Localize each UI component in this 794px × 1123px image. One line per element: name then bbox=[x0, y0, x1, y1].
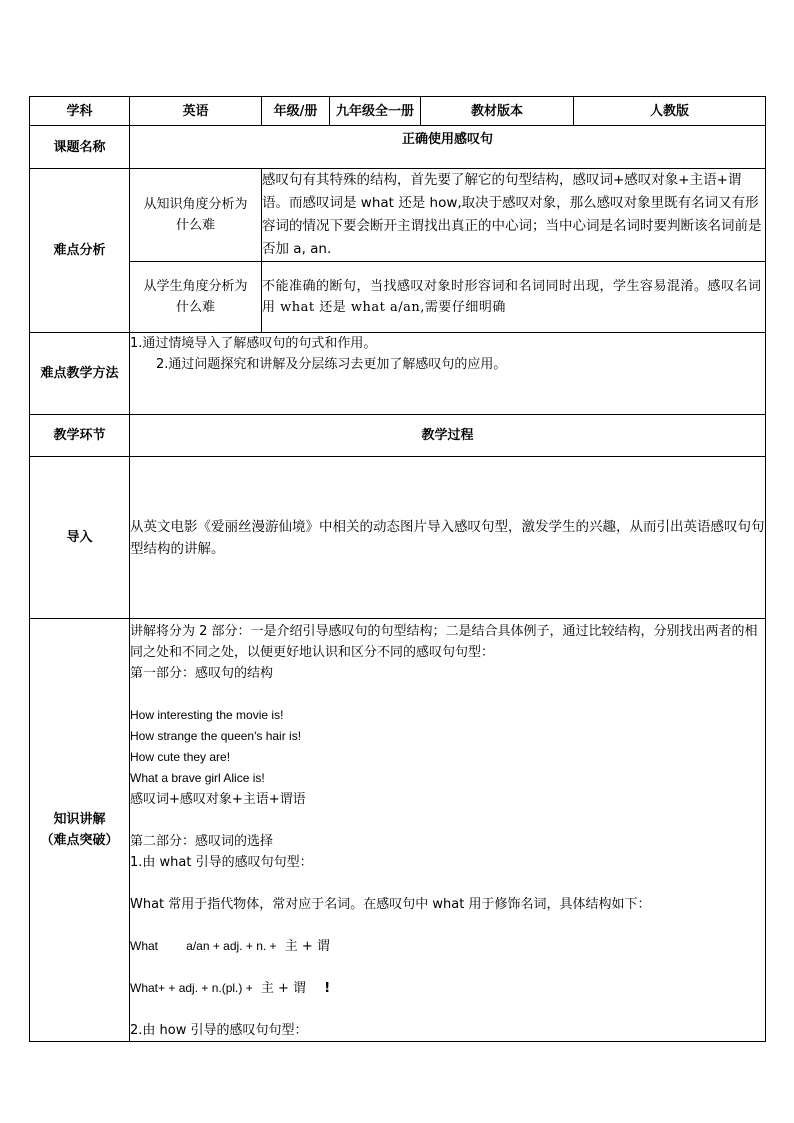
what-formula-2-b: 主 + 谓 bbox=[260, 981, 307, 996]
what-formula-2-a: What+ + adj. + n.(pl.) + bbox=[130, 981, 253, 995]
stage-label: 教学环节 bbox=[30, 415, 130, 457]
how-title: 2.由 how 引导的感叹句句型： bbox=[130, 1023, 308, 1038]
student-angle-text: 不能准确的断句，当找感叹对象时形容词和名词同时出现，学生容易混淆。感叹名词用 what 还是 what a/an,需要仔细明确 bbox=[262, 262, 766, 333]
intro-label: 导入 bbox=[30, 457, 130, 619]
process-header-row bbox=[30, 415, 766, 457]
process-label: 教学过程 bbox=[130, 415, 766, 457]
edition-value: 人教版 bbox=[574, 97, 766, 126]
what-formula-1 bbox=[130, 936, 765, 957]
knowledge-angle-label-line2: 什么难 bbox=[175, 218, 215, 233]
example-3: How cute they are! bbox=[130, 750, 231, 764]
intro-text: 从英文电影《爱丽丝漫游仙境》中相关的动态图片导入感叹句型，激发学生的兴趣，从而引出英语感叹句句型结构的讲解。 bbox=[130, 457, 766, 619]
difficulty-student-row bbox=[30, 262, 766, 333]
subject-label: 学科 bbox=[30, 97, 130, 126]
what-description: What 常用于指代物体，常对应于名词。在感叹句中 what 用于修饰名词，具体结构如下： bbox=[130, 897, 651, 912]
topic-row bbox=[30, 126, 766, 169]
method-line-2: 2.通过问题探究和讲解及分层练习去更加了解感叹句的应用。 bbox=[156, 357, 507, 372]
grade-label: 年级/册 bbox=[262, 97, 330, 126]
topic-label: 课题名称 bbox=[30, 126, 130, 169]
method-row bbox=[30, 333, 766, 415]
topic-value: 正确使用感叹句 bbox=[130, 126, 766, 169]
example-4: What a brave girl Alice is! bbox=[130, 771, 265, 785]
lesson-plan-table bbox=[29, 96, 766, 1042]
what-formula-2 bbox=[130, 978, 765, 999]
grade-value: 九年级全一册 bbox=[330, 97, 421, 126]
method-label: 难点教学方法 bbox=[30, 333, 130, 415]
subject-value: 英语 bbox=[130, 97, 262, 126]
lecture-label-line2: （难点突破） bbox=[40, 833, 119, 848]
part1-title: 第一部分：感叹句的结构 bbox=[130, 666, 274, 681]
what-formula-1-b: a/an + adj. + n. + bbox=[186, 939, 277, 953]
example-1: How interesting the movie is! bbox=[130, 708, 284, 722]
part2-title: 第二部分：感叹词的选择 bbox=[130, 834, 274, 849]
what-formula-2-c: ! bbox=[324, 981, 331, 996]
lecture-label-line1: 知识讲解 bbox=[53, 812, 106, 827]
intro-row bbox=[30, 457, 766, 619]
knowledge-angle-label-line1: 从知识角度分析为 bbox=[143, 197, 248, 212]
method-line-1: 1.通过情境导入了解感叹句的句式和作用。 bbox=[130, 336, 377, 351]
lecture-intro: 讲解将分为 2 部分：一是介绍引导感叹句的句型结构；二是结合具体例子，通过比较结构，分别找出两者的相同之处和不同之处，以便更好地认识和区分不同的感叹句句型： bbox=[130, 624, 758, 660]
student-angle-label-line1: 从学生角度分析为 bbox=[143, 279, 248, 294]
lecture-label bbox=[30, 619, 130, 1042]
student-angle-label bbox=[130, 262, 262, 333]
knowledge-angle-label bbox=[130, 169, 262, 262]
lecture-content bbox=[130, 619, 766, 1042]
knowledge-angle-text: 感叹句有其特殊的结构，首先要了解它的句型结构，感叹词+感叹对象+主语+谓语。而感叹词是 what 还是 how,取决于感叹对象，那么感叹对象里既有名词又有形容词的情况下要会断开主谓找出真正的中心词；当中心词是名词时要判断该名词前是否加 a, an. bbox=[262, 169, 766, 262]
method-content bbox=[130, 333, 766, 415]
difficulty-label: 难点分析 bbox=[30, 169, 130, 333]
structure-formula: 感叹词+感叹对象+主语+谓语 bbox=[130, 792, 306, 807]
what-formula-1-c: 主 + 谓 bbox=[284, 939, 330, 954]
what-formula-1-a: What bbox=[130, 939, 159, 953]
difficulty-knowledge-row bbox=[30, 169, 766, 262]
lecture-row bbox=[30, 619, 766, 1042]
header-row bbox=[30, 97, 766, 126]
what-title: 1.由 what 引导的感叹句句型： bbox=[130, 855, 313, 870]
example-2: How strange the queen's hair is! bbox=[130, 729, 302, 743]
edition-label: 教材版本 bbox=[421, 97, 574, 126]
student-angle-label-line2: 什么难 bbox=[175, 300, 215, 315]
